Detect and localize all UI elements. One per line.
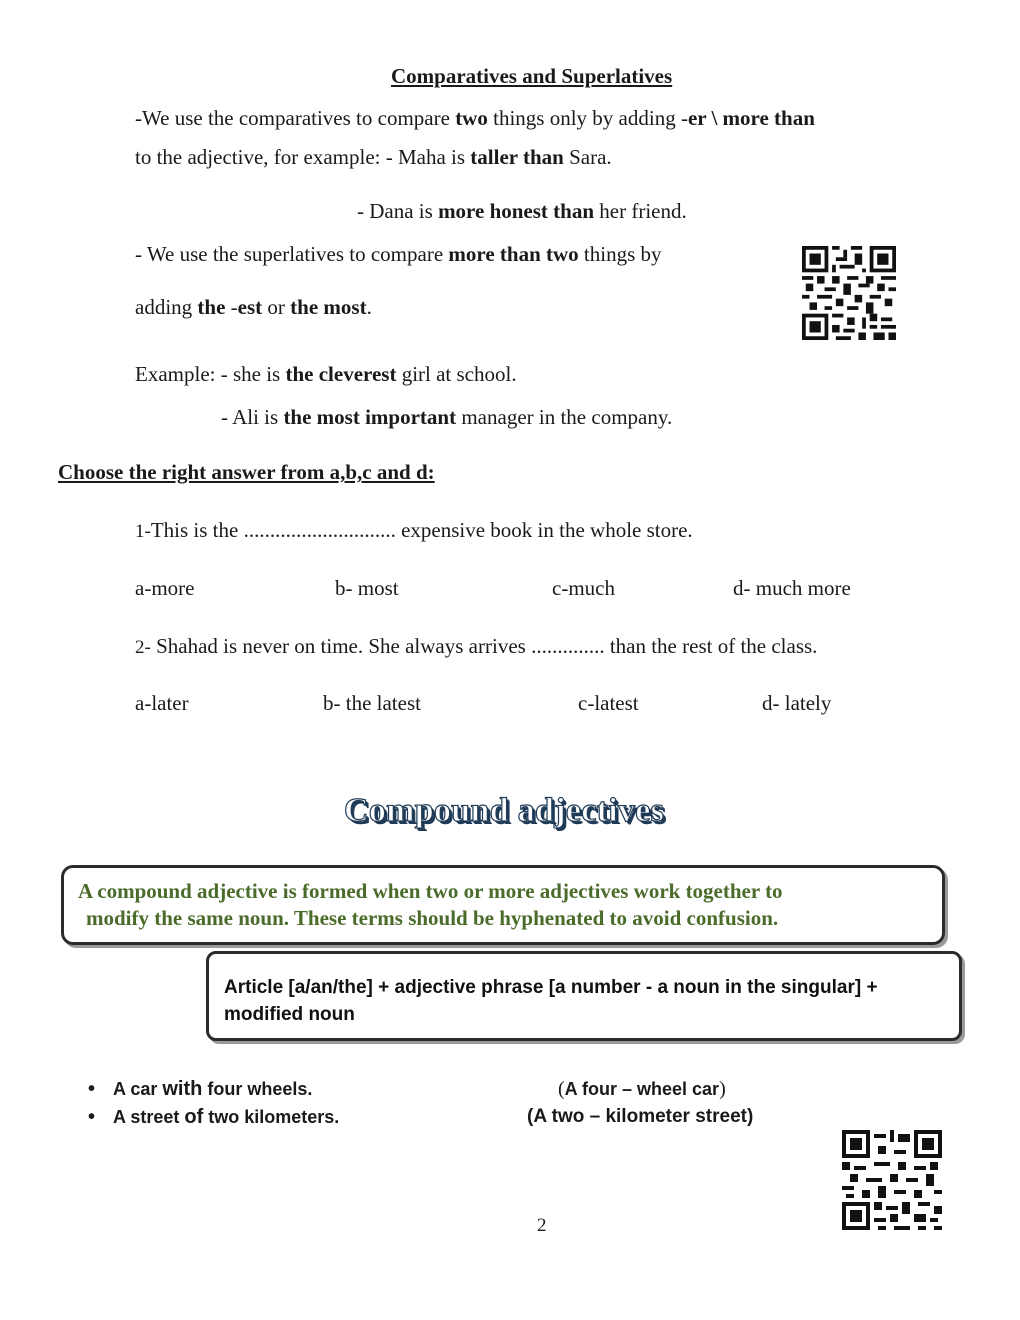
page-title: Comparatives and Superlatives — [391, 64, 673, 88]
example-2-result — [527, 1106, 753, 1128]
text: her friend. — [594, 199, 687, 223]
bold-text: er \ more than — [687, 106, 815, 130]
q1-option-d: d- much more — [733, 576, 851, 600]
text: - Dana is — [357, 199, 439, 223]
page-number: 2 — [537, 1215, 547, 1236]
example-2 — [88, 1106, 339, 1129]
text: or — [262, 295, 291, 319]
superlatives-example-1 — [135, 362, 517, 387]
text: - — [225, 295, 238, 319]
text: girl at school. — [396, 362, 517, 386]
question-number: 1- — [135, 521, 151, 542]
text: . — [366, 295, 372, 319]
definition-box — [61, 865, 945, 945]
q1-option-a: a-more — [135, 576, 195, 600]
comparatives-line-1 — [135, 106, 815, 131]
q2-option-d: d- lately — [762, 691, 832, 715]
q2-option-c: c-latest — [578, 691, 639, 715]
text: adding — [135, 295, 198, 319]
example-text: A street — [113, 1107, 185, 1127]
example-result: A four – wheel car — [564, 1079, 720, 1099]
question-number: 2- — [135, 637, 151, 658]
compound-adjectives-title: Compound adjectives — [344, 792, 665, 829]
bold-text: the cleverest — [285, 362, 397, 386]
paren: ) — [719, 1078, 726, 1100]
rule-line-2: modified noun — [224, 1004, 355, 1025]
bold-text: the most — [290, 295, 367, 319]
example-preposition: with — [162, 1078, 203, 1100]
exercise-heading: Choose the right answer from a,b,c and d: — [58, 460, 435, 484]
question-text: Shahad is never on time. She always arrives .............. than the rest of the class. — [150, 634, 818, 658]
comparatives-example — [357, 199, 687, 224]
text: Example: - she is — [135, 362, 286, 386]
example-preposition: of — [184, 1106, 204, 1128]
example-result: (A two – kilometer street) — [527, 1106, 754, 1127]
bold-text: est — [237, 295, 263, 319]
definition-text — [78, 878, 938, 932]
bold-text: the most important — [283, 405, 457, 429]
bold-text: taller than — [470, 145, 564, 169]
rule-box — [206, 951, 962, 1041]
text: things by — [578, 242, 662, 266]
superlatives-line-2 — [135, 295, 372, 320]
text: things only by adding - — [487, 106, 688, 130]
definition-line-1: A compound adjective is formed when two or more adjectives work together to — [78, 879, 783, 903]
bold-text: the — [197, 295, 226, 319]
q1-option-b: b- most — [335, 576, 399, 600]
comparatives-line-2 — [135, 145, 612, 170]
example-text: four wheels. — [202, 1079, 313, 1099]
bold-text: more honest than — [438, 199, 595, 223]
example-text: A car — [113, 1079, 163, 1099]
text: - Ali is — [221, 405, 284, 429]
question-2 — [135, 634, 817, 659]
superlatives-example-2 — [221, 405, 672, 430]
superlatives-line-1 — [135, 242, 662, 267]
bold-text: more than two — [448, 242, 579, 266]
example-text: two kilometers. — [203, 1107, 340, 1127]
qr-code-icon — [802, 246, 896, 340]
text: to the adjective, for example: - Maha is — [135, 145, 471, 169]
bullet-dot-icon: • — [88, 1106, 96, 1128]
definition-line-2: modify the same noun. These terms should be hyphenated to avoid confusion. — [86, 906, 779, 930]
text: - We use the superlatives to compare — [135, 242, 449, 266]
text: Sara. — [563, 145, 612, 169]
rule-line-1: Article [a/an/the] + adjective phrase [a number - a noun in the singular] + — [224, 977, 878, 998]
q1-option-c: c-much — [552, 576, 615, 600]
bullet-dot-icon: • — [88, 1078, 96, 1100]
question-text: This is the ............................. expensive book in the whole store. — [150, 518, 693, 542]
qr-code-icon — [842, 1130, 942, 1230]
text: -We use the comparatives to compare — [135, 106, 456, 130]
example-1 — [88, 1078, 312, 1101]
rule-text — [224, 974, 949, 1028]
text: manager in the company. — [456, 405, 673, 429]
paren: ( — [558, 1078, 565, 1100]
question-1 — [135, 518, 693, 543]
bold-text: two — [455, 106, 488, 130]
q2-option-a: a-later — [135, 691, 189, 715]
example-1-result — [558, 1078, 726, 1101]
q2-option-b: b- the latest — [323, 691, 421, 715]
